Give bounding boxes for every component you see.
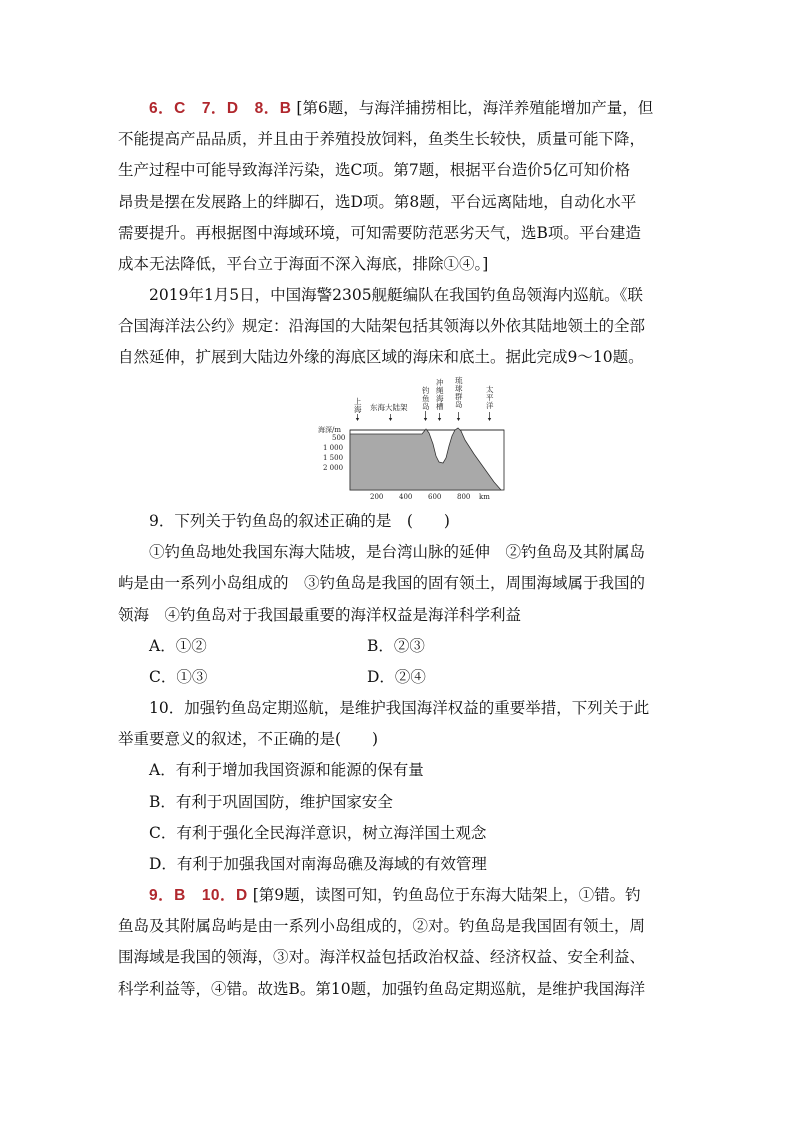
explanation-line: 生产过程中可能导致海洋污染，选C项。第7题，根据平台造价5亿可知价格	[118, 161, 631, 180]
seafloor-profile-figure	[318, 376, 508, 501]
label-pacific: 太平洋	[486, 385, 494, 410]
distance-tick-600: 600	[428, 493, 442, 501]
option-9-a[interactable]: A．①②	[149, 637, 207, 655]
distance-tick-400: 400	[399, 493, 413, 501]
option-10-a[interactable]: A．有利于增加我国资源和能源的保有量	[149, 761, 424, 780]
depth-tick-2000: 2 000	[323, 464, 344, 472]
label-shanghai-char-2: 海	[354, 405, 362, 414]
explanation-line: [第6题，与海洋捕捞相比，海洋养殖能增加产量，但	[296, 99, 654, 117]
label-okinawa-trough: 冲绳海槽	[436, 378, 444, 411]
option-10-d[interactable]: D．有利于加强我国对南海岛礁及海域的有效管理	[149, 854, 487, 873]
answer-explanation-6-8	[118, 93, 678, 280]
answer-explanation-9-10	[118, 880, 678, 1005]
label-shelf: 东海大陆架	[370, 403, 408, 412]
label-ryukyu: 琉球群岛	[455, 376, 463, 409]
question-9-options	[118, 631, 678, 693]
passage-line: 2019年1月5日，中国海警2305舰艇编队在我国钓鱼岛领海内巡航。《联	[149, 286, 643, 304]
explanation-line: 科学利益等，④错。故选B。第10题，加强钓鱼岛定期巡航，是维护我国海洋	[118, 979, 646, 998]
option-10-b[interactable]: B．有利于巩固国防，维护国家安全	[149, 792, 393, 811]
label-shanghai-char-1: 上	[354, 397, 362, 406]
arrow-okinawa	[438, 418, 441, 421]
arrow-ryukyu	[457, 418, 460, 421]
option-10-c[interactable]: C．有利于强化全民海洋意识，树立海洋国土观念	[149, 823, 487, 842]
depth-tick-500: 500	[332, 434, 346, 442]
option-9-b[interactable]: B．②③	[367, 637, 425, 655]
passage-line: 合国海洋法公约》规定：沿海国的大陆架包括其领海以外依其陆地领土的全部	[118, 317, 646, 336]
material-passage	[118, 280, 678, 374]
arrow-shelf	[389, 418, 392, 421]
label-diaoyu: 钓鱼岛	[422, 386, 430, 411]
passage-line: 自然延伸，扩展到大陆边外缘的海底区域的海床和底土。据此完成9～10题。	[118, 348, 644, 367]
question-10-stem: 举重要意义的叙述，不正确的是( )	[118, 730, 379, 749]
answer-key-9-10: 9．B 10．D	[149, 887, 248, 904]
arrow-diaoyu	[424, 418, 427, 421]
question-9-stem: 9．下列关于钓鱼岛的叙述正确的是 ( )	[149, 512, 450, 530]
statement-line: 领海 ④钓鱼岛对于我国最重要的海洋权益是海洋科学利益	[118, 605, 522, 624]
statement-line: ①钓鱼岛地处我国东海大陆坡，是台湾山脉的延伸 ②钓鱼岛及其附属岛	[149, 543, 646, 562]
explanation-line: 鱼岛及其附属岛屿是由一系列小岛组成的，②对。钓鱼岛是我国固有领土，周	[118, 917, 646, 936]
distance-tick-800: 800	[457, 493, 471, 501]
answer-key-6-8: 6．C 7．D 8．B	[149, 100, 292, 117]
explanation-line: [第9题，读图可知，钓鱼岛位于东海大陆架上，①错。钓	[252, 886, 641, 904]
seafloor-terrain	[350, 428, 501, 490]
arrow-shanghai	[356, 418, 359, 421]
statement-line: 屿是由一系列小岛组成的 ③钓鱼岛是我国的固有领土，周围海域属于我国的	[118, 574, 646, 593]
explanation-line: 成本无法降低，平台立于海面不深入海底，排除①④。]	[118, 254, 489, 273]
question-9	[118, 506, 678, 631]
explanation-line: 不能提高产品品质，并且由于养殖投放饲料，鱼类生长较快，质量可能下降，	[118, 130, 646, 149]
explanation-line: 围海域是我国的领海，③对。海洋权益包括政治权益、经济权益、安全利益、	[118, 948, 646, 967]
question-10-stem: 10．加强钓鱼岛定期巡航，是维护我国海洋权益的重要举措，下列关于此	[149, 699, 650, 717]
option-9-c[interactable]: C．①③	[149, 668, 208, 687]
arrow-pacific	[488, 418, 491, 421]
option-9-d[interactable]: D．②④	[367, 668, 426, 687]
question-10	[118, 693, 678, 880]
depth-tick-1500: 1 500	[323, 454, 344, 462]
label-shanghai	[354, 396, 364, 414]
distance-tick-200: 200	[370, 493, 384, 501]
depth-axis-label: 海深/m	[318, 426, 341, 434]
explanation-line: 昂贵是摆在发展路上的绊脚石，选D项。第8题，平台远离陆地，自动化水平	[118, 192, 637, 211]
distance-unit: km	[479, 493, 490, 501]
depth-tick-1000: 1 000	[323, 444, 344, 452]
explanation-line: 需要提升。再根据图中海域环境，可知需要防范恶劣天气，选B项。平台建造	[118, 223, 641, 242]
